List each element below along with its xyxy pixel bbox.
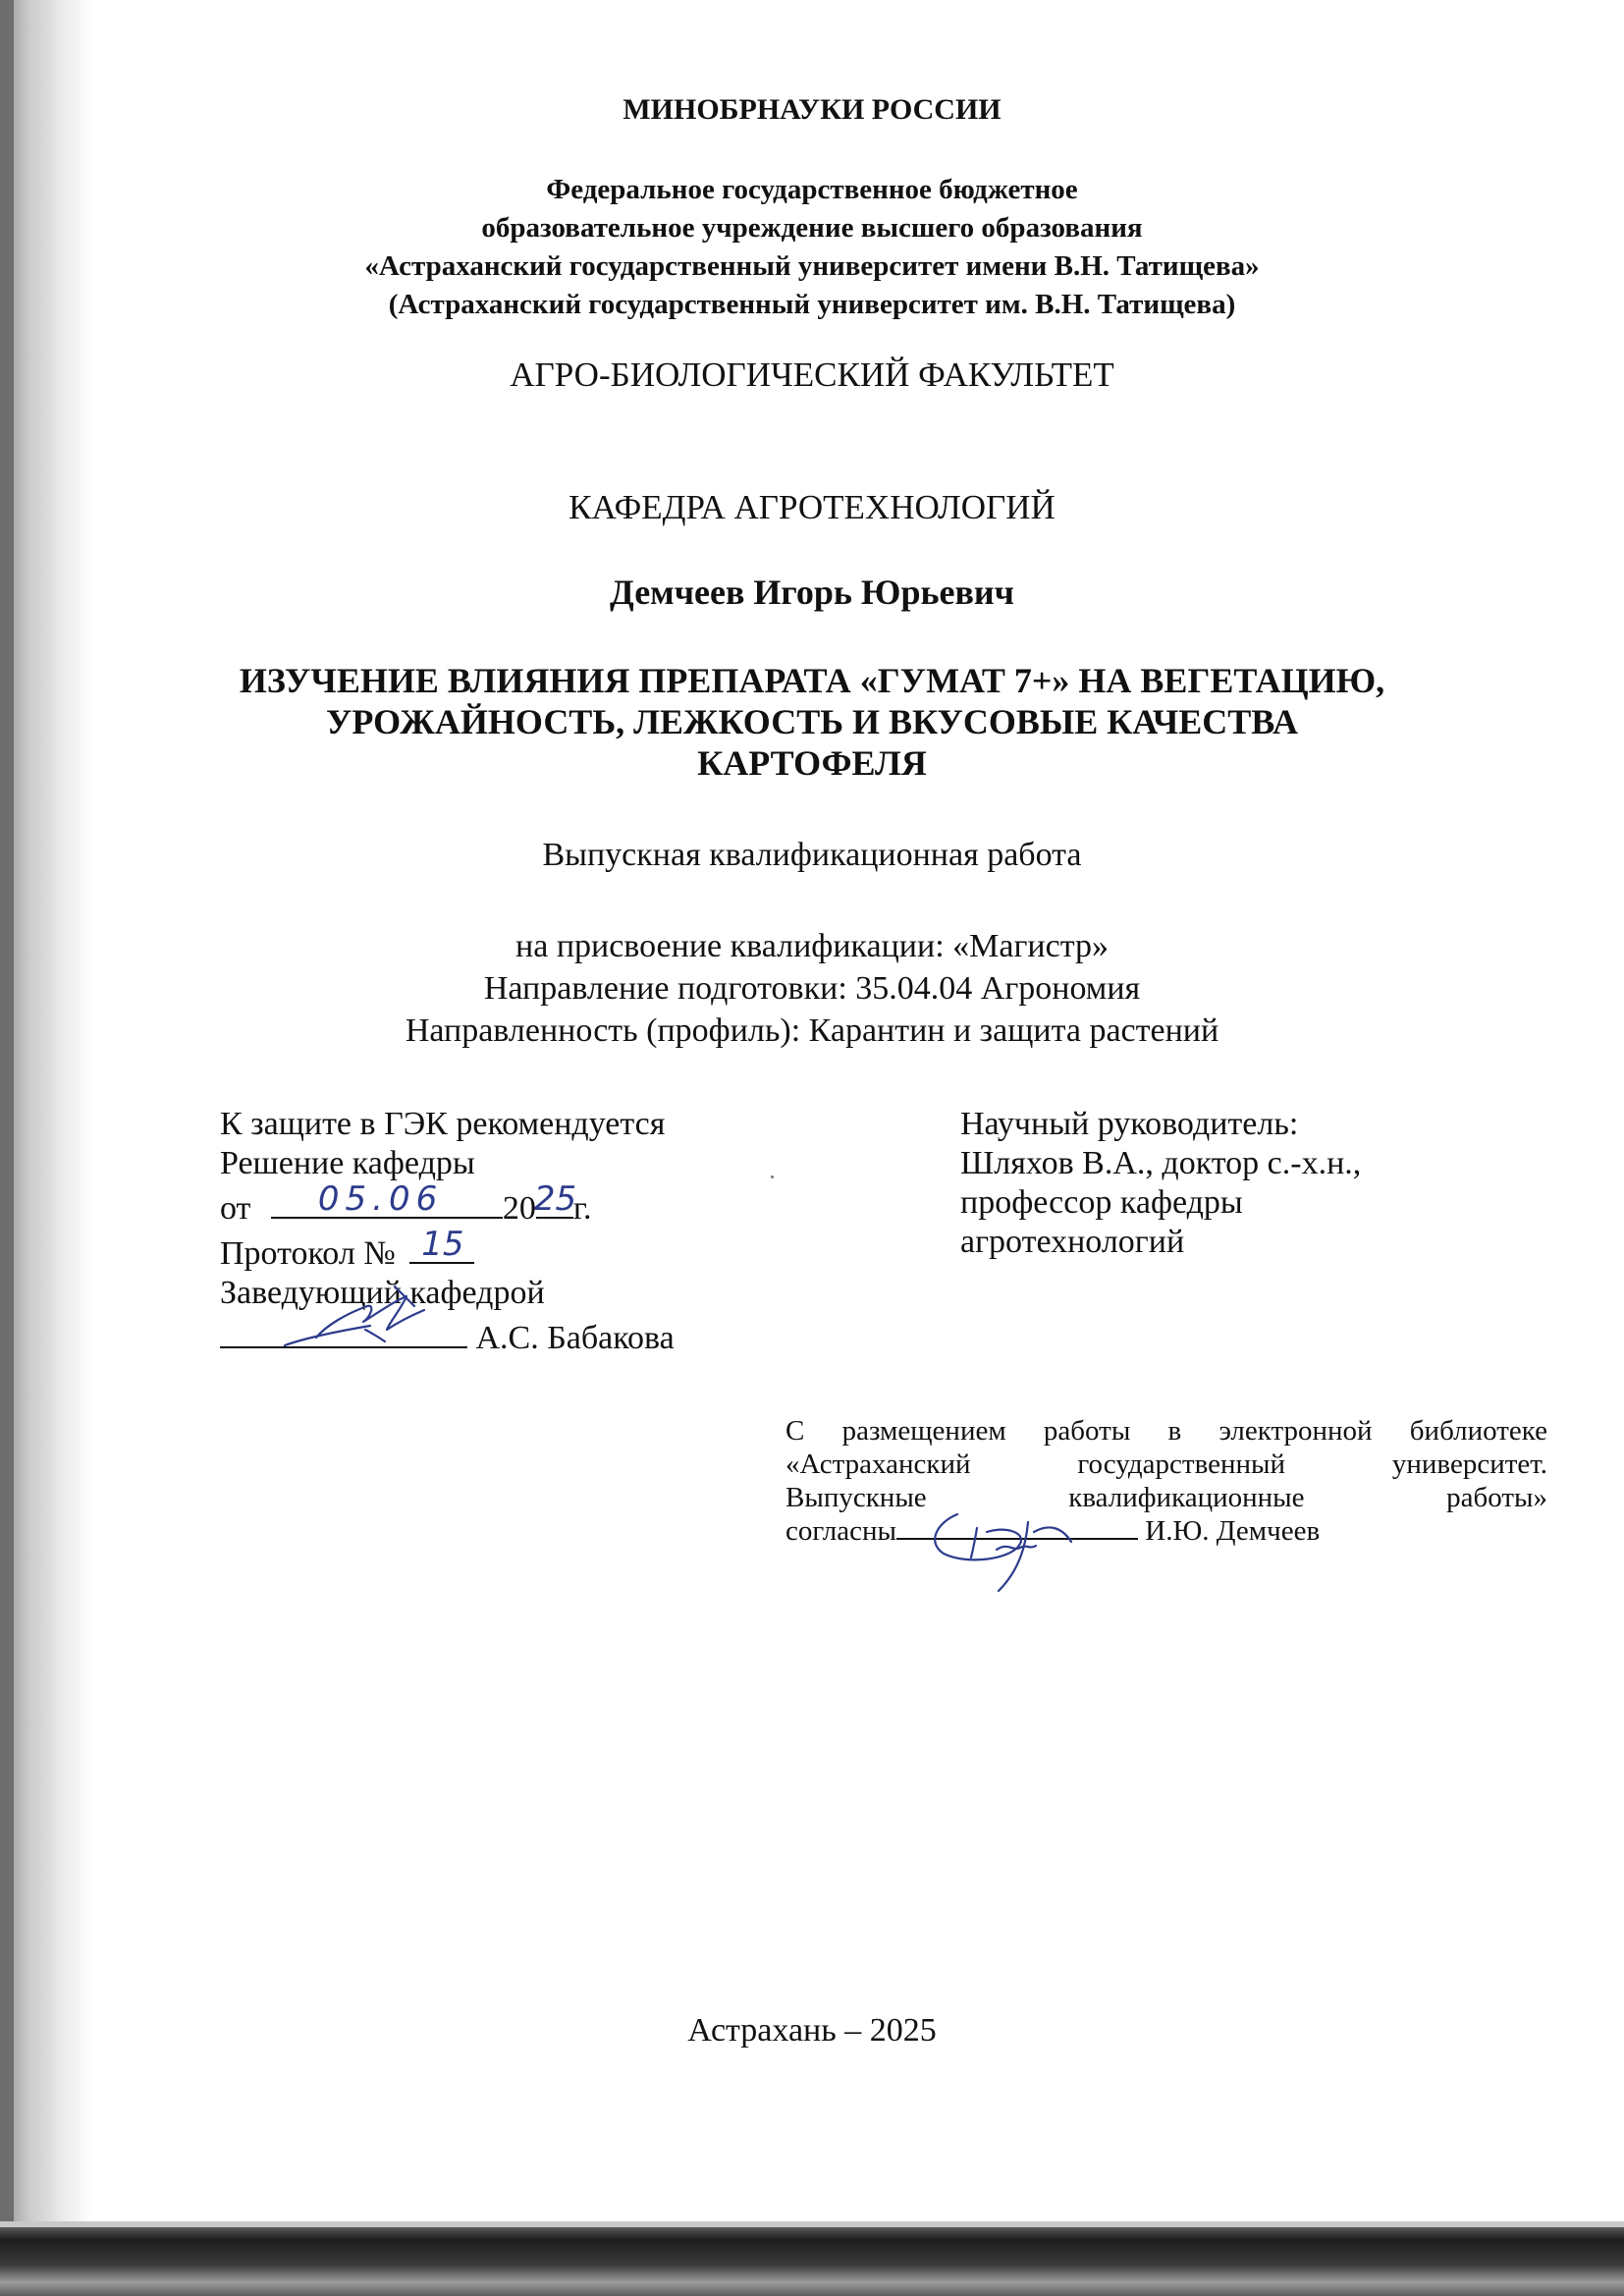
scan-speck xyxy=(771,1175,774,1178)
supervisor-position: профессор кафедры xyxy=(960,1184,1243,1221)
institution-line: образовательное учреждение высшего образования xyxy=(481,212,1143,244)
from-label: от xyxy=(220,1190,251,1227)
institution-line: Федеральное государственное бюджетное xyxy=(546,174,1078,205)
library-consent-block xyxy=(785,1414,1547,1548)
department-name: КАФЕДРА АГРОТЕХНОЛОГИЙ xyxy=(568,488,1056,526)
ministry-heading: МИНОБРНАУКИ РОССИИ xyxy=(623,93,1001,126)
year-suffix: г. xyxy=(572,1190,592,1227)
year-field xyxy=(533,1179,577,1219)
qualification-line: на присвоение квалификации: «Магистр» xyxy=(515,928,1109,964)
institution-block xyxy=(0,171,1624,324)
year-handwritten: 25 xyxy=(533,1179,577,1219)
date-field xyxy=(271,1179,503,1219)
consent-agree-line xyxy=(785,1514,1547,1548)
supervisor-block xyxy=(960,1105,1510,1262)
head-signature-line xyxy=(220,1313,770,1358)
date-handwritten: 05.06 xyxy=(317,1179,444,1219)
city-year: Астрахань – 2025 xyxy=(687,2012,937,2049)
author-name: Демчеев Игорь Юрьевич xyxy=(610,573,1014,612)
qualification-block xyxy=(0,925,1624,1052)
institution-line: «Астраханский государственный университет имени В.Н. Татищева» xyxy=(364,250,1260,282)
consent-line: Выпускные квалификационные работы» xyxy=(785,1482,1547,1513)
work-type: Выпускная квалификационная работа xyxy=(542,837,1082,873)
scan-spine xyxy=(0,0,14,2296)
supervisor-label: Научный руководитель: xyxy=(960,1106,1299,1142)
thesis-title-line: УРОЖАЙНОСТЬ, ЛЕЖКОСТЬ И ВКУСОВЫЕ КАЧЕСТВА xyxy=(325,702,1299,741)
supervisor-name: Шляхов В.А., доктор с.-х.н., xyxy=(960,1145,1362,1181)
thesis-title-line: ИЗУЧЕНИЕ ВЛИЯНИЯ ПРЕПАРАТА «ГУМАТ 7+» НА ВЕГЕТАЦИЮ, xyxy=(239,661,1385,700)
supervisor-department: агротехнологий xyxy=(960,1224,1185,1260)
head-signature-field xyxy=(220,1313,467,1348)
year-prefix: 20 xyxy=(502,1190,536,1227)
consent-line: «Астраханский государственный университет. xyxy=(785,1449,1547,1480)
study-profile-line: Направленность (профиль): Карантин и защита растений xyxy=(405,1012,1219,1049)
head-name: А.С. Бабакова xyxy=(475,1320,675,1356)
consent-line: С размещением работы в электронной библиотеке xyxy=(785,1415,1547,1447)
protocol-label: Протокол № xyxy=(220,1235,396,1272)
protocol-field xyxy=(409,1225,474,1264)
approval-block xyxy=(220,1105,770,1358)
student-name: И.Ю. Демчеев xyxy=(1145,1515,1321,1547)
protocol-line xyxy=(220,1225,770,1274)
approval-decision: Решение кафедры xyxy=(220,1145,475,1181)
faculty-name: АГРО-БИОЛОГИЧЕСКИЙ ФАКУЛЬТЕТ xyxy=(510,355,1114,394)
protocol-handwritten: 15 xyxy=(421,1225,464,1264)
student-signature-field xyxy=(896,1514,1138,1540)
agree-label: согласны xyxy=(785,1515,897,1547)
institution-line: (Астраханский государственный университет им. В.Н. Татищева) xyxy=(388,289,1236,320)
study-direction-line: Направление подготовки: 35.04.04 Агрономия xyxy=(483,970,1141,1007)
approval-date-line xyxy=(220,1179,770,1229)
head-label: Заведующий кафедрой xyxy=(220,1275,545,1311)
thesis-title xyxy=(0,660,1624,784)
scan-shadow xyxy=(0,0,93,2296)
approval-recommend: К защите в ГЭК рекомендуется xyxy=(220,1106,666,1142)
thesis-title-line: КАРТОФЕЛЯ xyxy=(697,743,927,783)
scan-bottom-band xyxy=(0,2227,1624,2296)
